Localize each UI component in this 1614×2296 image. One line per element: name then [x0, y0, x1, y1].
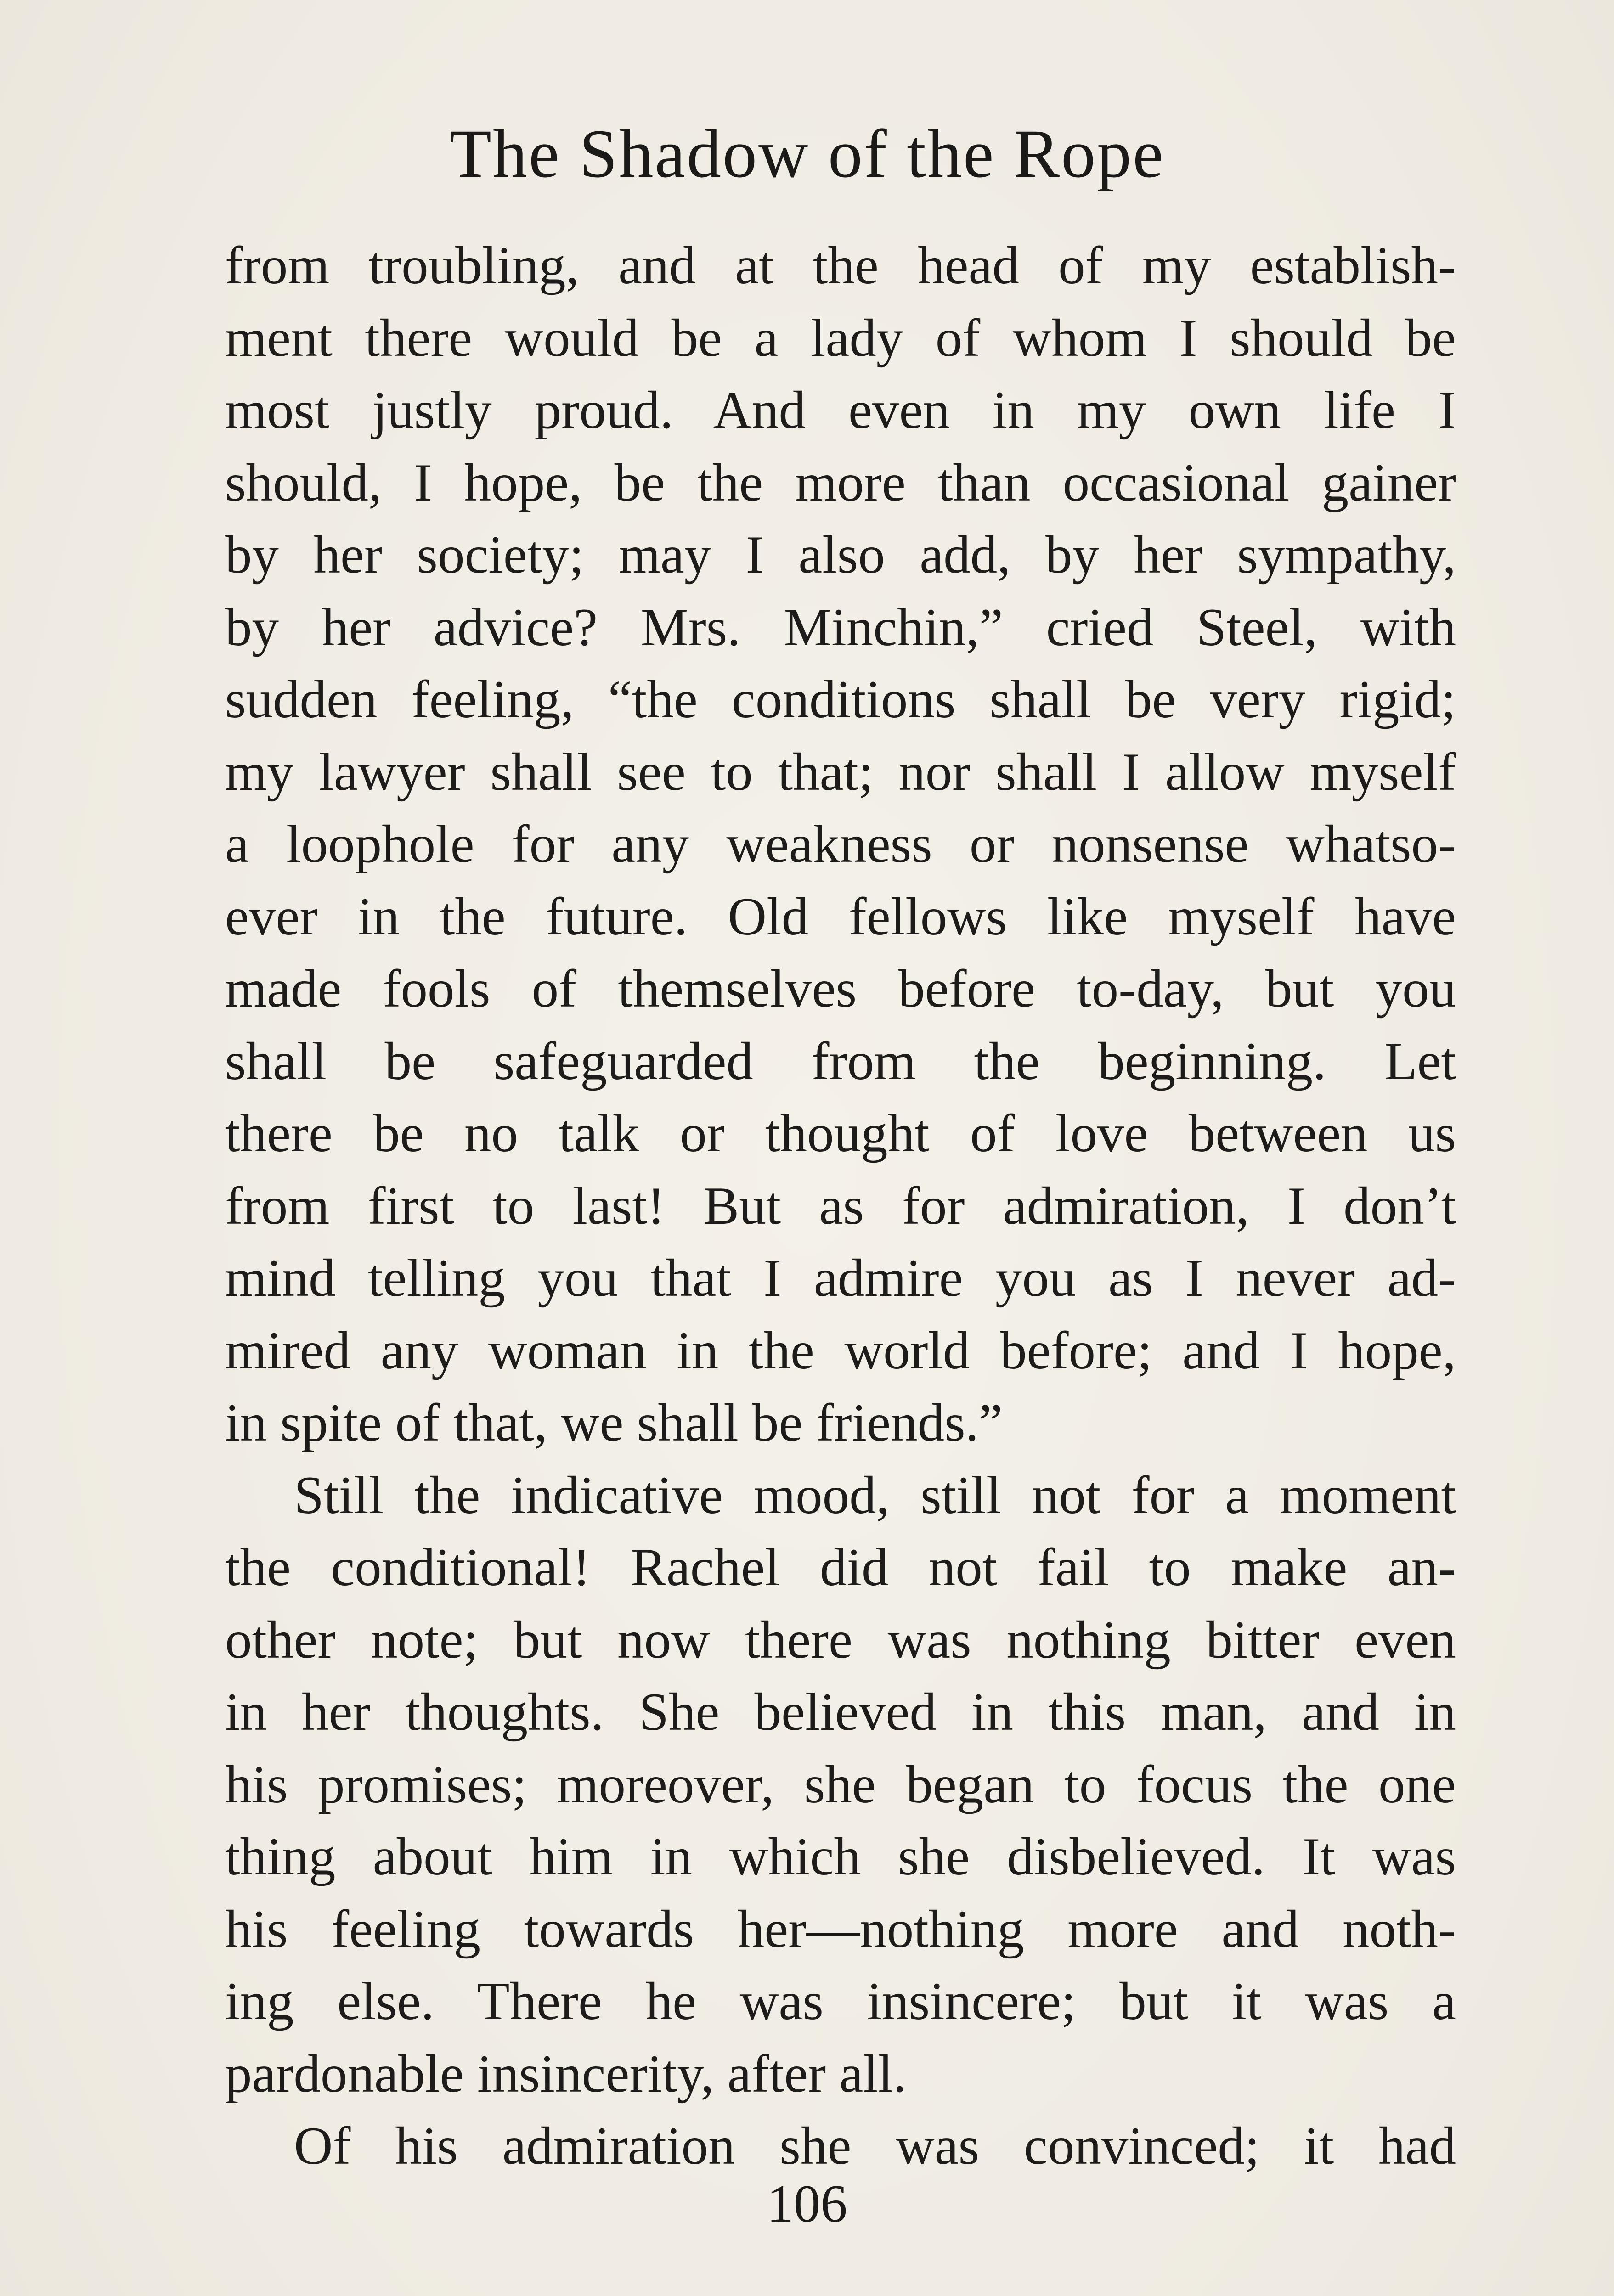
text-line: mind telling you that I admire you as I never ad-: [225, 1249, 1456, 1308]
running-head: The Shadow of the Rope: [449, 116, 1165, 192]
text-line: by her society; may I also add, by her sympathy,: [225, 525, 1456, 585]
body-text: [225, 230, 1456, 2183]
text-line: in her thoughts. She believed in this man, and in: [225, 1683, 1456, 1742]
text-line: sudden feeling, “the conditions shall be very rigid;: [225, 670, 1456, 729]
paragraph-2: [225, 1459, 1456, 2110]
text-line: Of his admiration she was convinced; it had: [294, 2116, 1456, 2176]
text-line: from first to last! But as for admiration, I don’t: [225, 1176, 1456, 1236]
text-line: in spite of that, we shall be friends.”: [225, 1393, 1003, 1452]
text-line: my lawyer shall see to that; nor shall I allow myself: [225, 742, 1456, 802]
text-line: most justly proud. And even in my own life I: [225, 381, 1456, 440]
text-line: a loophole for any weakness or nonsense whatso-: [225, 815, 1456, 874]
paragraph-1: [225, 230, 1456, 1459]
text-line: there be no talk or thought of love between us: [225, 1104, 1456, 1163]
text-line: ment there would be a lady of whom I should be: [225, 308, 1456, 368]
text-line: other note; but now there was nothing bitter even: [225, 1610, 1456, 1670]
text-line: by her advice? Mrs. Minchin,” cried Steel, with: [225, 597, 1456, 657]
text-line: Still the indicative mood, still not for a moment: [294, 1465, 1456, 1525]
text-line: his promises; moreover, she began to focus the one: [225, 1755, 1456, 1814]
text-line: from troubling, and at the head of my establish-: [225, 236, 1456, 295]
text-line: pardonable insincerity, after all.: [225, 2044, 907, 2104]
text-line: thing about him in which she disbelieved. It was: [225, 1827, 1456, 1886]
text-line: shall be safeguarded from the beginning. Let: [225, 1031, 1456, 1091]
page-number: 106: [767, 2174, 847, 2234]
text-line: should, I hope, be the more than occasional gainer: [225, 453, 1456, 512]
text-line: made fools of themselves before to-day, but you: [225, 959, 1456, 1019]
text-line: the conditional! Rachel did not fail to make an-: [225, 1538, 1456, 1597]
text-line: ever in the future. Old fellows like myself have: [225, 887, 1456, 946]
text-line: mired any woman in the world before; and I hope,: [225, 1321, 1456, 1380]
text-line: his feeling towards her—nothing more and noth-: [225, 1899, 1456, 1959]
text-line: ing else. There he was insincere; but it was a: [225, 1972, 1456, 2031]
